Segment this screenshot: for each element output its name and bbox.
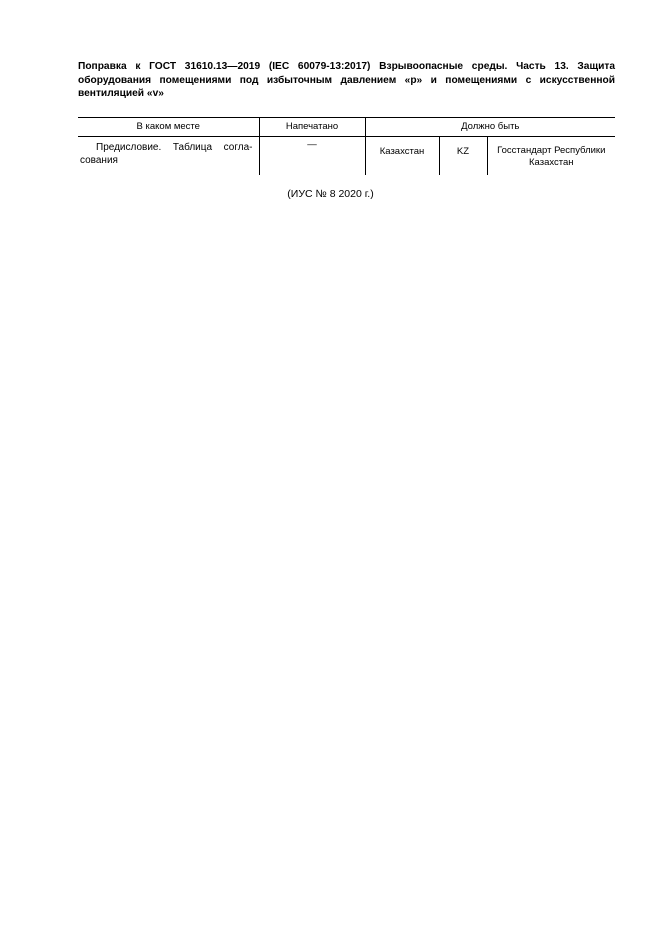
table-header-row (78, 118, 615, 137)
page-title: Поправка к ГОСТ 31610.13—2019 (IEC 60079-13:2017) Взрывоопасные среды. Часть 13. Защита оборудования помещениями под избыточным давлением «р» и помещениями с искусственной вентиляцией «v» (78, 61, 615, 99)
cell-printed: — (259, 137, 365, 176)
header-should-be: Должно быть (365, 118, 615, 137)
table-row (78, 137, 615, 176)
header-where: В каком месте (78, 118, 259, 137)
header-printed: Напечатано (259, 118, 365, 137)
publication-note: (ИУС № 8 2020 г.) (287, 188, 374, 200)
cell-where: Предисловие. Таблица согласования (80, 142, 253, 166)
cell-country: Казахстан (365, 137, 439, 176)
cell-organization: Госстандарт Республики Казахстан (487, 137, 615, 176)
cell-code: KZ (439, 137, 487, 176)
correction-table (78, 117, 615, 175)
